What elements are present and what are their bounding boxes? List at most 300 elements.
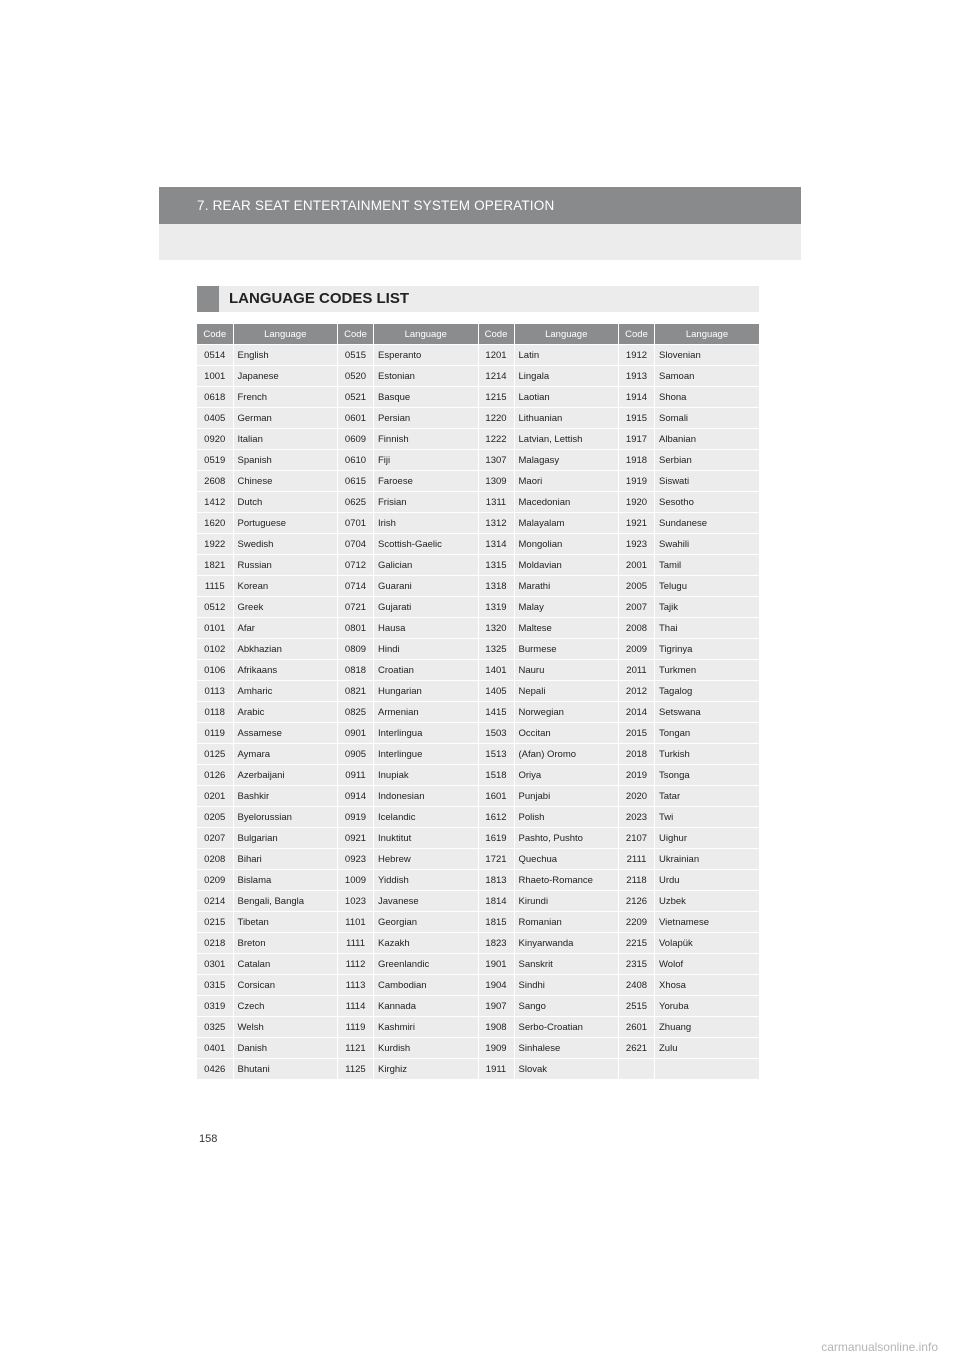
- code-cell: 1904: [478, 975, 514, 996]
- language-cell: Finnish: [374, 429, 479, 450]
- table-row: [197, 555, 759, 576]
- language-cell: Maori: [514, 471, 619, 492]
- table-row: [197, 387, 759, 408]
- language-cell: Slovak: [514, 1059, 619, 1080]
- code-cell: 1401: [478, 660, 514, 681]
- header-code: Code: [197, 324, 233, 345]
- code-cell: 1309: [478, 471, 514, 492]
- table-row: [197, 1038, 759, 1059]
- language-cell: Uighur: [655, 828, 760, 849]
- code-cell: 2007: [619, 597, 655, 618]
- code-cell: 0704: [338, 534, 374, 555]
- code-cell: 0113: [197, 681, 233, 702]
- code-cell: 1115: [197, 576, 233, 597]
- code-cell: 1314: [478, 534, 514, 555]
- code-cell: 1114: [338, 996, 374, 1017]
- language-cell: Icelandic: [374, 807, 479, 828]
- language-cell: Tigrinya: [655, 639, 760, 660]
- language-cell: Persian: [374, 408, 479, 429]
- code-cell: 0609: [338, 429, 374, 450]
- code-cell: 0911: [338, 765, 374, 786]
- language-cell: Sundanese: [655, 513, 760, 534]
- language-cell: Welsh: [233, 1017, 338, 1038]
- code-cell: 2209: [619, 912, 655, 933]
- language-cell: Albanian: [655, 429, 760, 450]
- table-row: [197, 975, 759, 996]
- language-cell: Tsonga: [655, 765, 760, 786]
- language-cell: Marathi: [514, 576, 619, 597]
- code-cell: 0809: [338, 639, 374, 660]
- language-cell: Assamese: [233, 723, 338, 744]
- language-cell: Fiji: [374, 450, 479, 471]
- language-cell: Norwegian: [514, 702, 619, 723]
- language-cell: Afrikaans: [233, 660, 338, 681]
- code-cell: 0201: [197, 786, 233, 807]
- code-cell: 0712: [338, 555, 374, 576]
- language-cell: French: [233, 387, 338, 408]
- language-cell: Somali: [655, 408, 760, 429]
- language-cell: Tajik: [655, 597, 760, 618]
- language-cell: Setswana: [655, 702, 760, 723]
- language-cell: Yoruba: [655, 996, 760, 1017]
- code-cell: 1815: [478, 912, 514, 933]
- code-cell: 0801: [338, 618, 374, 639]
- table-row: [197, 723, 759, 744]
- language-cell: Nepali: [514, 681, 619, 702]
- language-cell: Turkmen: [655, 660, 760, 681]
- code-cell: 0119: [197, 723, 233, 744]
- language-cell: Catalan: [233, 954, 338, 975]
- code-cell: 1307: [478, 450, 514, 471]
- code-cell: 0514: [197, 345, 233, 366]
- code-cell: 1821: [197, 555, 233, 576]
- table-row: [197, 681, 759, 702]
- language-cell: Xhosa: [655, 975, 760, 996]
- table-row: [197, 534, 759, 555]
- code-cell: 2011: [619, 660, 655, 681]
- code-cell: 2601: [619, 1017, 655, 1038]
- code-cell: 1918: [619, 450, 655, 471]
- language-cell: [655, 1059, 760, 1080]
- code-cell: 0315: [197, 975, 233, 996]
- language-cell: Kirundi: [514, 891, 619, 912]
- code-cell: 0920: [197, 429, 233, 450]
- code-cell: 0209: [197, 870, 233, 891]
- code-cell: 2019: [619, 765, 655, 786]
- section-marker: [197, 286, 219, 312]
- language-cell: Ukrainian: [655, 849, 760, 870]
- code-cell: 0205: [197, 807, 233, 828]
- language-cell: Wolof: [655, 954, 760, 975]
- code-cell: 1914: [619, 387, 655, 408]
- code-cell: 1214: [478, 366, 514, 387]
- language-cell: Bengali, Bangla: [233, 891, 338, 912]
- language-cell: Indonesian: [374, 786, 479, 807]
- language-cell: Esperanto: [374, 345, 479, 366]
- language-cell: Turkish: [655, 744, 760, 765]
- code-cell: 2408: [619, 975, 655, 996]
- code-cell: 1814: [478, 891, 514, 912]
- language-cell: Korean: [233, 576, 338, 597]
- code-cell: 0721: [338, 597, 374, 618]
- language-cell: Byelorussian: [233, 807, 338, 828]
- language-cell: Malayalam: [514, 513, 619, 534]
- language-cell: Interlingua: [374, 723, 479, 744]
- language-cell: Zhuang: [655, 1017, 760, 1038]
- header-language: Language: [374, 324, 479, 345]
- code-cell: 1312: [478, 513, 514, 534]
- code-cell: 2009: [619, 639, 655, 660]
- language-cell: Hindi: [374, 639, 479, 660]
- table-row: [197, 807, 759, 828]
- code-cell: 1620: [197, 513, 233, 534]
- code-cell: 0426: [197, 1059, 233, 1080]
- language-cell: Serbo-Croatian: [514, 1017, 619, 1038]
- language-cell: Punjabi: [514, 786, 619, 807]
- code-cell: 0214: [197, 891, 233, 912]
- table-row: [197, 597, 759, 618]
- language-cell: Pashto, Pushto: [514, 828, 619, 849]
- code-cell: 1119: [338, 1017, 374, 1038]
- language-cell: Kazakh: [374, 933, 479, 954]
- table-row: [197, 870, 759, 891]
- code-cell: 1325: [478, 639, 514, 660]
- chapter-header: [159, 187, 801, 224]
- language-cell: Gujarati: [374, 597, 479, 618]
- code-cell: 1009: [338, 870, 374, 891]
- code-cell: 0919: [338, 807, 374, 828]
- language-cell: Malay: [514, 597, 619, 618]
- code-cell: 1318: [478, 576, 514, 597]
- code-cell: 0512: [197, 597, 233, 618]
- table-row: [197, 1017, 759, 1038]
- code-cell: 1921: [619, 513, 655, 534]
- table-row: [197, 450, 759, 471]
- language-cell: Uzbek: [655, 891, 760, 912]
- language-cell: Russian: [233, 555, 338, 576]
- code-cell: 1915: [619, 408, 655, 429]
- language-cell: Kurdish: [374, 1038, 479, 1059]
- code-cell: 0521: [338, 387, 374, 408]
- language-cell: Laotian: [514, 387, 619, 408]
- code-cell: 1912: [619, 345, 655, 366]
- code-cell: 0519: [197, 450, 233, 471]
- code-cell: 1101: [338, 912, 374, 933]
- language-cell: Sanskrit: [514, 954, 619, 975]
- language-cell: Mongolian: [514, 534, 619, 555]
- table-row: [197, 408, 759, 429]
- language-cell: Volapük: [655, 933, 760, 954]
- language-cell: Burmese: [514, 639, 619, 660]
- code-cell: 1813: [478, 870, 514, 891]
- language-cell: Lingala: [514, 366, 619, 387]
- language-cell: Telugu: [655, 576, 760, 597]
- language-cell: Sinhalese: [514, 1038, 619, 1059]
- header-code: Code: [478, 324, 514, 345]
- table-row: [197, 702, 759, 723]
- header-language: Language: [514, 324, 619, 345]
- code-cell: 0208: [197, 849, 233, 870]
- language-cell: Polish: [514, 807, 619, 828]
- code-cell: 1125: [338, 1059, 374, 1080]
- code-cell: 1319: [478, 597, 514, 618]
- table-row: [197, 639, 759, 660]
- header-code: Code: [338, 324, 374, 345]
- code-cell: 0701: [338, 513, 374, 534]
- language-cell: Swahili: [655, 534, 760, 555]
- code-cell: 1601: [478, 786, 514, 807]
- language-cell: Zulu: [655, 1038, 760, 1059]
- code-cell: 1215: [478, 387, 514, 408]
- code-cell: 1922: [197, 534, 233, 555]
- language-cell: Japanese: [233, 366, 338, 387]
- table-row: [197, 933, 759, 954]
- table-row: [197, 744, 759, 765]
- table-row: [197, 912, 759, 933]
- code-cell: 1917: [619, 429, 655, 450]
- table-row: [197, 366, 759, 387]
- language-cell: Latvian, Lettish: [514, 429, 619, 450]
- code-cell: 0319: [197, 996, 233, 1017]
- code-cell: 1619: [478, 828, 514, 849]
- language-cell: Vietnamese: [655, 912, 760, 933]
- table-row: [197, 471, 759, 492]
- code-cell: 2215: [619, 933, 655, 954]
- language-cell: Czech: [233, 996, 338, 1017]
- table-row: [197, 996, 759, 1017]
- language-cell: Tatar: [655, 786, 760, 807]
- language-cell: Bihari: [233, 849, 338, 870]
- page-number: 158: [199, 1133, 218, 1145]
- language-cell: Cambodian: [374, 975, 479, 996]
- code-cell: 1023: [338, 891, 374, 912]
- code-cell: 2608: [197, 471, 233, 492]
- code-cell: 0126: [197, 765, 233, 786]
- language-cell: Breton: [233, 933, 338, 954]
- language-cell: Portuguese: [233, 513, 338, 534]
- language-cell: Kannada: [374, 996, 479, 1017]
- language-cell: Tibetan: [233, 912, 338, 933]
- code-cell: 2023: [619, 807, 655, 828]
- code-cell: 1121: [338, 1038, 374, 1059]
- language-cell: Danish: [233, 1038, 338, 1059]
- code-cell: 0515: [338, 345, 374, 366]
- table-row: [197, 891, 759, 912]
- code-cell: 2005: [619, 576, 655, 597]
- language-cell: Sesotho: [655, 492, 760, 513]
- language-cell: Tagalog: [655, 681, 760, 702]
- language-cell: Corsican: [233, 975, 338, 996]
- code-cell: 2621: [619, 1038, 655, 1059]
- language-codes-table: [197, 324, 759, 1079]
- table-row: [197, 765, 759, 786]
- code-cell: 1320: [478, 618, 514, 639]
- code-cell: 1518: [478, 765, 514, 786]
- code-cell: 0923: [338, 849, 374, 870]
- language-cell: Shona: [655, 387, 760, 408]
- language-cell: Lithuanian: [514, 408, 619, 429]
- code-cell: 1911: [478, 1059, 514, 1080]
- code-cell: 2515: [619, 996, 655, 1017]
- code-cell: 1923: [619, 534, 655, 555]
- code-cell: 1901: [478, 954, 514, 975]
- table-row: [197, 849, 759, 870]
- code-cell: 0118: [197, 702, 233, 723]
- table-row: [197, 492, 759, 513]
- table-row: [197, 576, 759, 597]
- table-row: [197, 1059, 759, 1080]
- table-row: [197, 954, 759, 975]
- header-code: Code: [619, 324, 655, 345]
- code-cell: 1311: [478, 492, 514, 513]
- code-cell: 0901: [338, 723, 374, 744]
- code-cell: 0625: [338, 492, 374, 513]
- language-cell: Azerbaijani: [233, 765, 338, 786]
- code-cell: 1513: [478, 744, 514, 765]
- language-cell: Latin: [514, 345, 619, 366]
- table-row: [197, 513, 759, 534]
- table-row: [197, 660, 759, 681]
- code-cell: 1222: [478, 429, 514, 450]
- table-row: [197, 345, 759, 366]
- table-row: [197, 828, 759, 849]
- code-cell: 1112: [338, 954, 374, 975]
- language-cell: Quechua: [514, 849, 619, 870]
- language-cell: Spanish: [233, 450, 338, 471]
- language-cell: Urdu: [655, 870, 760, 891]
- language-cell: Greek: [233, 597, 338, 618]
- section-title: LANGUAGE CODES LIST: [229, 290, 410, 307]
- language-cell: Macedonian: [514, 492, 619, 513]
- code-cell: 0610: [338, 450, 374, 471]
- language-cell: Kinyarwanda: [514, 933, 619, 954]
- language-cell: German: [233, 408, 338, 429]
- language-cell: Aymara: [233, 744, 338, 765]
- language-cell: Yiddish: [374, 870, 479, 891]
- code-cell: 0615: [338, 471, 374, 492]
- language-cell: Arabic: [233, 702, 338, 723]
- language-cell: Swedish: [233, 534, 338, 555]
- language-cell: Afar: [233, 618, 338, 639]
- language-cell: Oriya: [514, 765, 619, 786]
- code-cell: 2001: [619, 555, 655, 576]
- header-language: Language: [655, 324, 760, 345]
- code-cell: 0821: [338, 681, 374, 702]
- code-cell: 0102: [197, 639, 233, 660]
- code-cell: 0215: [197, 912, 233, 933]
- code-cell: 1315: [478, 555, 514, 576]
- language-cell: Hungarian: [374, 681, 479, 702]
- code-cell: 2118: [619, 870, 655, 891]
- language-cell: Estonian: [374, 366, 479, 387]
- language-cell: Faroese: [374, 471, 479, 492]
- code-cell: [619, 1059, 655, 1080]
- code-cell: 1201: [478, 345, 514, 366]
- language-cell: Samoan: [655, 366, 760, 387]
- language-cell: (Afan) Oromo: [514, 744, 619, 765]
- code-cell: 2014: [619, 702, 655, 723]
- language-cell: Inupiak: [374, 765, 479, 786]
- table-header-row: [197, 324, 759, 345]
- language-cell: Thai: [655, 618, 760, 639]
- language-cell: Basque: [374, 387, 479, 408]
- language-cell: Bhutani: [233, 1059, 338, 1080]
- language-cell: Serbian: [655, 450, 760, 471]
- code-cell: 2020: [619, 786, 655, 807]
- language-cell: Greenlandic: [374, 954, 479, 975]
- code-cell: 0921: [338, 828, 374, 849]
- code-cell: 1721: [478, 849, 514, 870]
- language-cell: Moldavian: [514, 555, 619, 576]
- language-cell: Hebrew: [374, 849, 479, 870]
- language-cell: Scottish-Gaelic: [374, 534, 479, 555]
- code-cell: 2111: [619, 849, 655, 870]
- code-cell: 2126: [619, 891, 655, 912]
- code-cell: 1220: [478, 408, 514, 429]
- language-cell: Tamil: [655, 555, 760, 576]
- code-cell: 2018: [619, 744, 655, 765]
- code-cell: 1920: [619, 492, 655, 513]
- code-cell: 0618: [197, 387, 233, 408]
- code-cell: 2315: [619, 954, 655, 975]
- code-cell: 1113: [338, 975, 374, 996]
- code-cell: 1111: [338, 933, 374, 954]
- code-cell: 2015: [619, 723, 655, 744]
- code-cell: 0601: [338, 408, 374, 429]
- language-cell: Malagasy: [514, 450, 619, 471]
- language-cell: Hausa: [374, 618, 479, 639]
- code-cell: 2008: [619, 618, 655, 639]
- table-row: [197, 429, 759, 450]
- language-cell: Kashmiri: [374, 1017, 479, 1038]
- section-header: [197, 286, 759, 312]
- language-cell: Guarani: [374, 576, 479, 597]
- code-cell: 0825: [338, 702, 374, 723]
- code-cell: 0301: [197, 954, 233, 975]
- watermark: carmanualsonline.info: [821, 1340, 938, 1354]
- language-cell: Frisian: [374, 492, 479, 513]
- code-cell: 1919: [619, 471, 655, 492]
- code-cell: 1908: [478, 1017, 514, 1038]
- language-cell: Italian: [233, 429, 338, 450]
- code-cell: 1001: [197, 366, 233, 387]
- code-cell: 2012: [619, 681, 655, 702]
- language-cell: Javanese: [374, 891, 479, 912]
- code-cell: 0101: [197, 618, 233, 639]
- language-cell: Irish: [374, 513, 479, 534]
- code-cell: 0520: [338, 366, 374, 387]
- language-cell: Amharic: [233, 681, 338, 702]
- code-cell: 1415: [478, 702, 514, 723]
- language-cell: Tongan: [655, 723, 760, 744]
- code-cell: 0218: [197, 933, 233, 954]
- language-cell: Occitan: [514, 723, 619, 744]
- code-cell: 0914: [338, 786, 374, 807]
- language-cell: Galician: [374, 555, 479, 576]
- code-cell: 2107: [619, 828, 655, 849]
- language-cell: Slovenian: [655, 345, 760, 366]
- code-cell: 1907: [478, 996, 514, 1017]
- chapter-subheader-band: [159, 224, 801, 260]
- code-cell: 0325: [197, 1017, 233, 1038]
- code-cell: 0714: [338, 576, 374, 597]
- language-cell: Croatian: [374, 660, 479, 681]
- language-cell: Kirghiz: [374, 1059, 479, 1080]
- language-cell: Abkhazian: [233, 639, 338, 660]
- code-cell: 1503: [478, 723, 514, 744]
- code-cell: 0401: [197, 1038, 233, 1059]
- code-cell: 0905: [338, 744, 374, 765]
